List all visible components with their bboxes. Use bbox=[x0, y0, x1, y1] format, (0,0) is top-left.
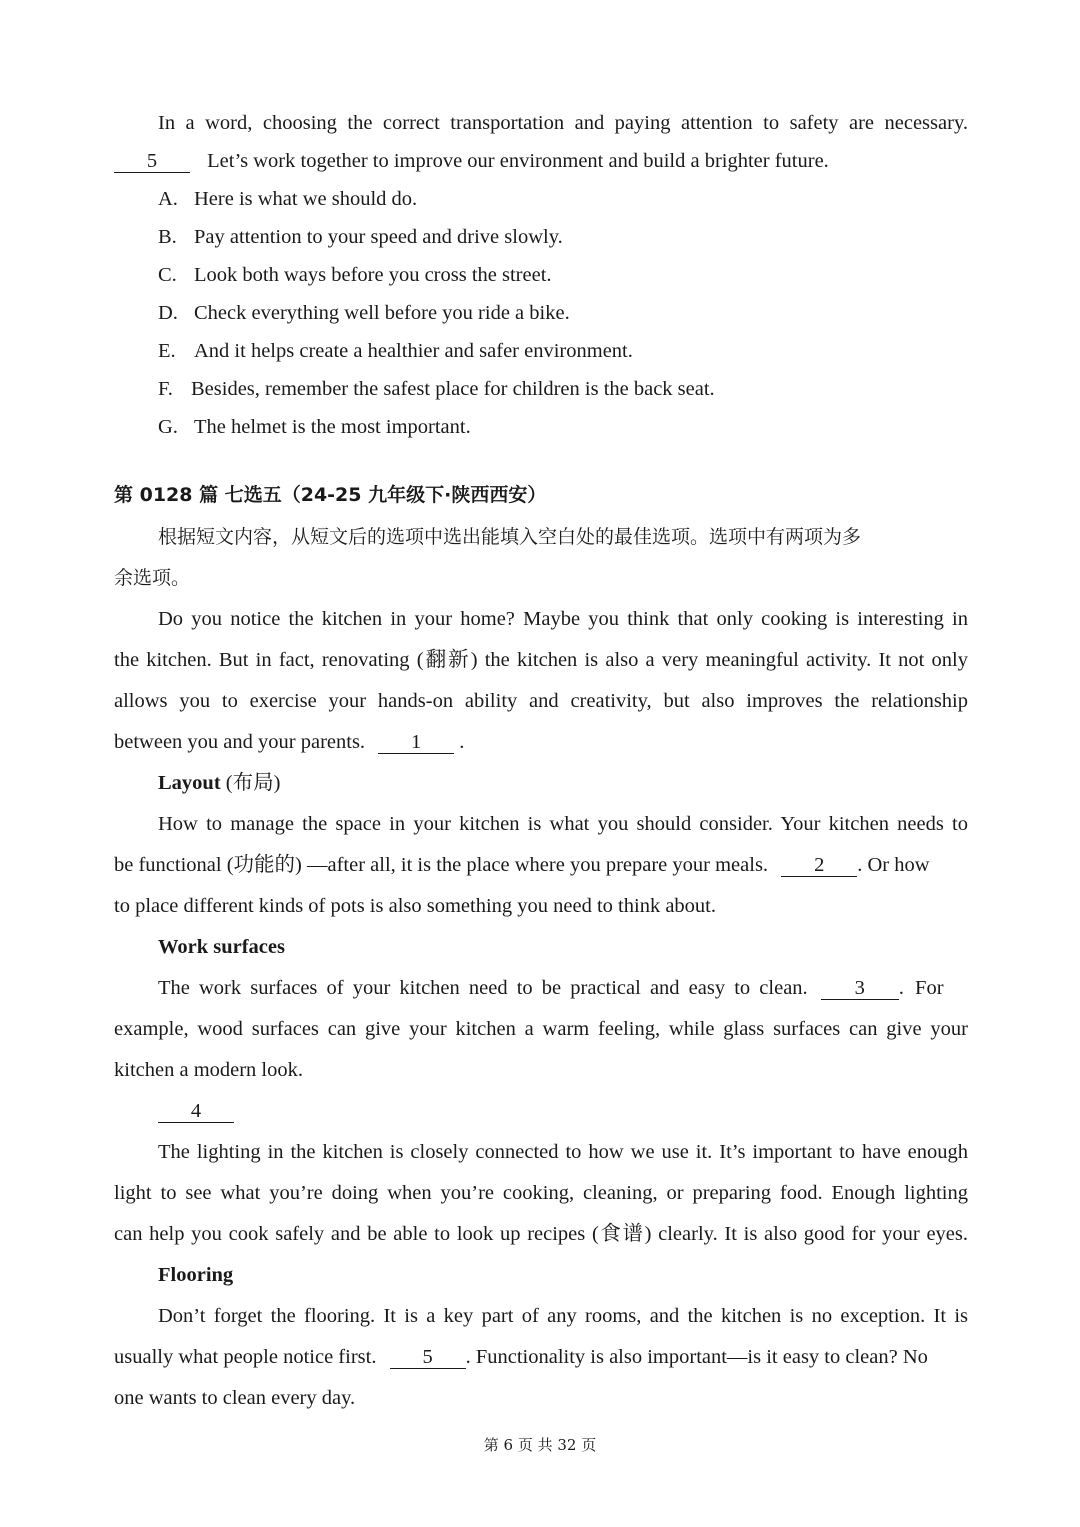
passage-text: between you and your parents. bbox=[114, 731, 366, 753]
passage-text: be functional (功能的) —after all, it is the place where you prepare your meals. bbox=[114, 854, 769, 876]
option-text: Here is what we should do. bbox=[194, 188, 418, 210]
passage-line: to place different kinds of pots is also something you need to think about. bbox=[114, 895, 716, 917]
passage-text: Let’s work together to improve our environment and build a brighter future. bbox=[207, 150, 829, 172]
passage-line: kitchen a modern look. bbox=[114, 1059, 304, 1081]
option-letter: E. bbox=[158, 340, 176, 362]
passage-line bbox=[158, 974, 968, 1002]
answer-blank-5: 5 bbox=[390, 1346, 466, 1369]
passage-line bbox=[114, 728, 968, 756]
passage-line: How to manage the space in your kitchen is what you should consider. Your kitchen needs to bbox=[158, 813, 968, 835]
answer-blank-4: 4 bbox=[158, 1100, 234, 1123]
option-letter: A. bbox=[158, 188, 178, 210]
page-number: 第 6 页 共 32 页 bbox=[483, 1436, 597, 1454]
instruction-text: 根据短文内容，从短文后的选项中选出能填入空白处的最佳选项。选项中有两项为多 bbox=[158, 526, 862, 548]
answer-blank-2: 2 bbox=[781, 854, 857, 877]
passage-line bbox=[114, 851, 968, 879]
option-a bbox=[158, 185, 968, 213]
answer-blank-5: 5 bbox=[114, 150, 190, 173]
option-text: Pay attention to your speed and drive slowly. bbox=[194, 226, 563, 248]
answer-blank-1: 1 bbox=[378, 731, 454, 754]
option-text: Look both ways before you cross the street. bbox=[194, 264, 552, 286]
section-heading: 第 0128 篇 七选五（24-25 九年级下·陕西西安） bbox=[114, 484, 547, 506]
option-letter: C. bbox=[158, 264, 177, 286]
subheading-work-surfaces: Work surfaces bbox=[158, 936, 285, 958]
passage-line: Do you notice the kitchen in your home? Maybe you think that only cooking is interesting in bbox=[158, 608, 968, 630]
subheading-layout bbox=[158, 769, 968, 797]
instruction-text: 余选项。 bbox=[114, 567, 191, 589]
option-text: Check everything well before you ride a bike. bbox=[194, 302, 570, 324]
passage-text: . Or how bbox=[857, 854, 930, 876]
passage-line: Don’t forget the flooring. It is a key part of any rooms, and the kitchen is no exception. It is bbox=[158, 1305, 968, 1327]
passage-line: light to see what you’re doing when you’re cooking, cleaning, or preparing food. Enough lighting bbox=[114, 1182, 968, 1204]
answer-blank-3: 3 bbox=[821, 977, 899, 1000]
option-d bbox=[158, 299, 968, 327]
option-letter: B. bbox=[158, 226, 177, 248]
option-e bbox=[158, 337, 968, 365]
option-letter: D. bbox=[158, 302, 178, 324]
passage-line: one wants to clean every day. bbox=[114, 1387, 356, 1409]
passage-text: usually what people notice first. bbox=[114, 1346, 377, 1368]
subheading-text: Layout bbox=[158, 772, 221, 794]
passage-text: The work surfaces of your kitchen need to be practical and easy to clean. bbox=[158, 977, 808, 999]
passage-line: The lighting in the kitchen is closely connected to how we use it. It’s important to have enough bbox=[158, 1141, 968, 1163]
option-text: Besides, remember the safest place for children is the back seat. bbox=[191, 378, 715, 400]
passage-line bbox=[114, 147, 968, 175]
subheading-gloss: (布局) bbox=[225, 772, 281, 794]
passage-text: . Functionality is also important—is it easy to clean? No bbox=[465, 1346, 928, 1368]
heading-blank-line bbox=[158, 1097, 968, 1125]
option-c bbox=[158, 261, 968, 289]
passage-line: example, wood surfaces can give your kitchen a warm feeling, while glass surfaces can give your bbox=[114, 1018, 968, 1040]
passage-line bbox=[114, 1343, 968, 1371]
subheading-flooring: Flooring bbox=[158, 1264, 234, 1286]
option-letter: G. bbox=[158, 416, 178, 438]
passage-line: In a word, choosing the correct transportation and paying attention to safety are necessary. bbox=[158, 112, 968, 134]
option-f bbox=[158, 375, 968, 403]
passage-line: the kitchen. But in fact, renovating (翻新) the kitchen is also a very meaningful activity. It not only bbox=[114, 649, 968, 671]
passage-text: . For bbox=[898, 977, 944, 999]
passage-line: allows you to exercise your hands-on ability and creativity, but also improves the relationship bbox=[114, 690, 968, 712]
option-b bbox=[158, 223, 968, 251]
option-text: And it helps create a healthier and safer environment. bbox=[194, 340, 633, 362]
option-g bbox=[158, 413, 968, 441]
option-letter: F. bbox=[158, 378, 173, 400]
passage-line: can help you cook safely and be able to look up recipes (食谱) clearly. It is also good for your eyes. bbox=[114, 1223, 968, 1245]
option-text: The helmet is the most important. bbox=[194, 416, 471, 438]
passage-text: . bbox=[459, 731, 465, 753]
